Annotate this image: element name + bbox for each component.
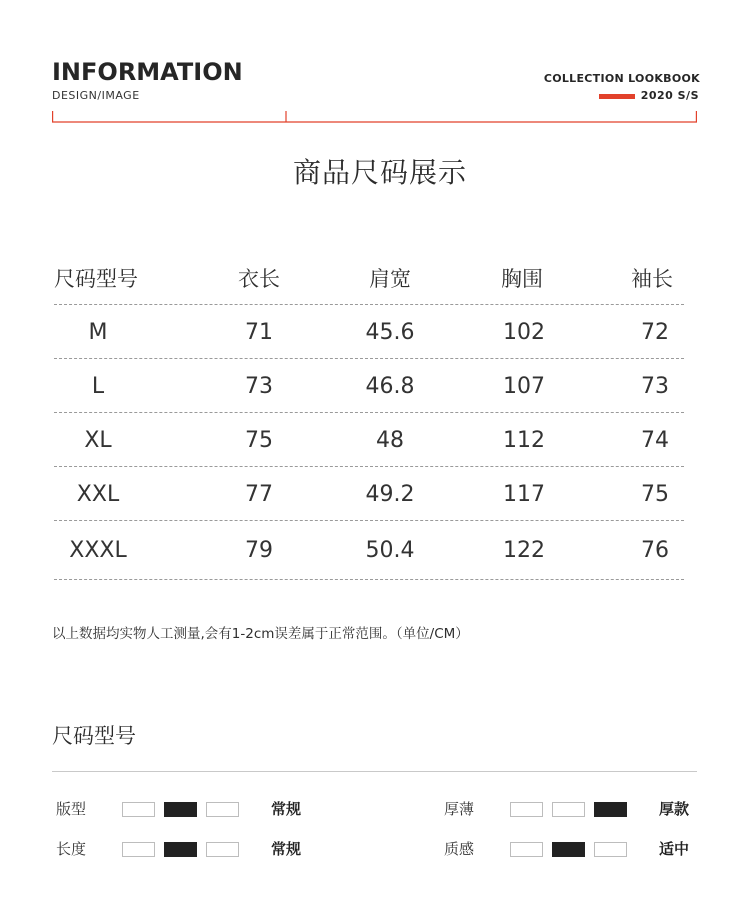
scale-box bbox=[206, 842, 239, 857]
attribute-scale bbox=[122, 842, 248, 857]
cell-size: XXL bbox=[76, 481, 120, 507]
attribute-row-fit bbox=[56, 799, 301, 819]
scale-box-selected bbox=[164, 842, 197, 857]
size-table bbox=[54, 250, 684, 580]
scale-box-selected bbox=[594, 802, 627, 817]
table-header bbox=[54, 250, 684, 305]
cell-sleeve: 74 bbox=[641, 427, 669, 453]
brand-subtitle: DESIGN/IMAGE bbox=[52, 89, 140, 102]
attribute-label: 质感 bbox=[444, 840, 475, 858]
attribute-value: 厚款 bbox=[659, 800, 690, 818]
cell-length: 73 bbox=[245, 373, 273, 399]
accent-bar bbox=[599, 94, 635, 99]
cell-chest: 102 bbox=[503, 319, 545, 345]
header-chest: 胸围 bbox=[501, 266, 543, 291]
cell-chest: 117 bbox=[503, 481, 545, 507]
cell-shoulder: 46.8 bbox=[365, 373, 415, 399]
attribute-value: 常规 bbox=[271, 840, 302, 858]
season-row bbox=[599, 89, 699, 103]
season-label: 2020 S/S bbox=[640, 89, 699, 102]
cell-chest: 107 bbox=[503, 373, 545, 399]
cell-chest: 112 bbox=[503, 427, 545, 453]
scale-box bbox=[594, 842, 627, 857]
attribute-row-texture bbox=[444, 839, 689, 859]
scale-box bbox=[510, 802, 543, 817]
cell-length: 77 bbox=[245, 481, 273, 507]
header-length: 衣长 bbox=[238, 266, 280, 291]
table-row bbox=[54, 359, 684, 413]
scale-box bbox=[122, 802, 155, 817]
attribute-scale bbox=[510, 802, 636, 817]
cell-size: M bbox=[88, 319, 108, 345]
attribute-scale bbox=[122, 802, 248, 817]
collection-label: COLLECTION LOOKBOOK bbox=[543, 72, 700, 85]
cell-sleeve: 73 bbox=[641, 373, 669, 399]
cell-chest: 122 bbox=[503, 538, 545, 563]
cell-size: XXXL bbox=[69, 538, 127, 563]
attribute-label: 版型 bbox=[56, 800, 87, 818]
cell-size: XL bbox=[84, 427, 112, 453]
header-rule bbox=[52, 111, 697, 123]
size-type-divider bbox=[52, 771, 697, 772]
cell-shoulder: 50.4 bbox=[365, 538, 415, 563]
cell-length: 79 bbox=[245, 538, 273, 563]
cell-shoulder: 45.6 bbox=[365, 319, 415, 345]
header-size: 尺码型号 bbox=[54, 266, 138, 291]
scale-box bbox=[206, 802, 239, 817]
cell-length: 75 bbox=[245, 427, 273, 453]
scale-box bbox=[552, 802, 585, 817]
scale-box bbox=[122, 842, 155, 857]
scale-box-selected bbox=[164, 802, 197, 817]
cell-shoulder: 48 bbox=[376, 427, 404, 453]
page-title: 商品尺码展示 bbox=[292, 156, 467, 189]
size-type-title: 尺码型号 bbox=[52, 724, 136, 748]
cell-size: L bbox=[91, 373, 105, 399]
cell-length: 71 bbox=[245, 319, 273, 345]
table-row bbox=[54, 413, 684, 467]
brand-title: INFORMATION bbox=[52, 58, 243, 86]
attribute-label: 厚薄 bbox=[444, 800, 475, 818]
table-row bbox=[54, 305, 684, 359]
measurement-note: 以上数据均实物人工测量,会有1-2cm误差属于正常范围。（单位/CM） bbox=[52, 626, 469, 642]
attribute-value: 常规 bbox=[271, 800, 302, 818]
cell-sleeve: 72 bbox=[641, 319, 669, 345]
attribute-row-length bbox=[56, 839, 301, 859]
scale-box bbox=[510, 842, 543, 857]
cell-shoulder: 49.2 bbox=[365, 481, 415, 507]
attribute-scale bbox=[510, 842, 636, 857]
header-shoulder: 肩宽 bbox=[369, 266, 411, 291]
attribute-row-thickness bbox=[444, 799, 689, 819]
cell-sleeve: 76 bbox=[641, 538, 669, 563]
cell-sleeve: 75 bbox=[641, 481, 669, 507]
row-divider bbox=[54, 579, 684, 580]
table-row bbox=[54, 467, 684, 521]
table-row bbox=[54, 521, 684, 580]
attribute-label: 长度 bbox=[56, 840, 87, 858]
header-sleeve: 袖长 bbox=[631, 266, 673, 291]
scale-box-selected bbox=[552, 842, 585, 857]
attribute-value: 适中 bbox=[659, 840, 690, 858]
